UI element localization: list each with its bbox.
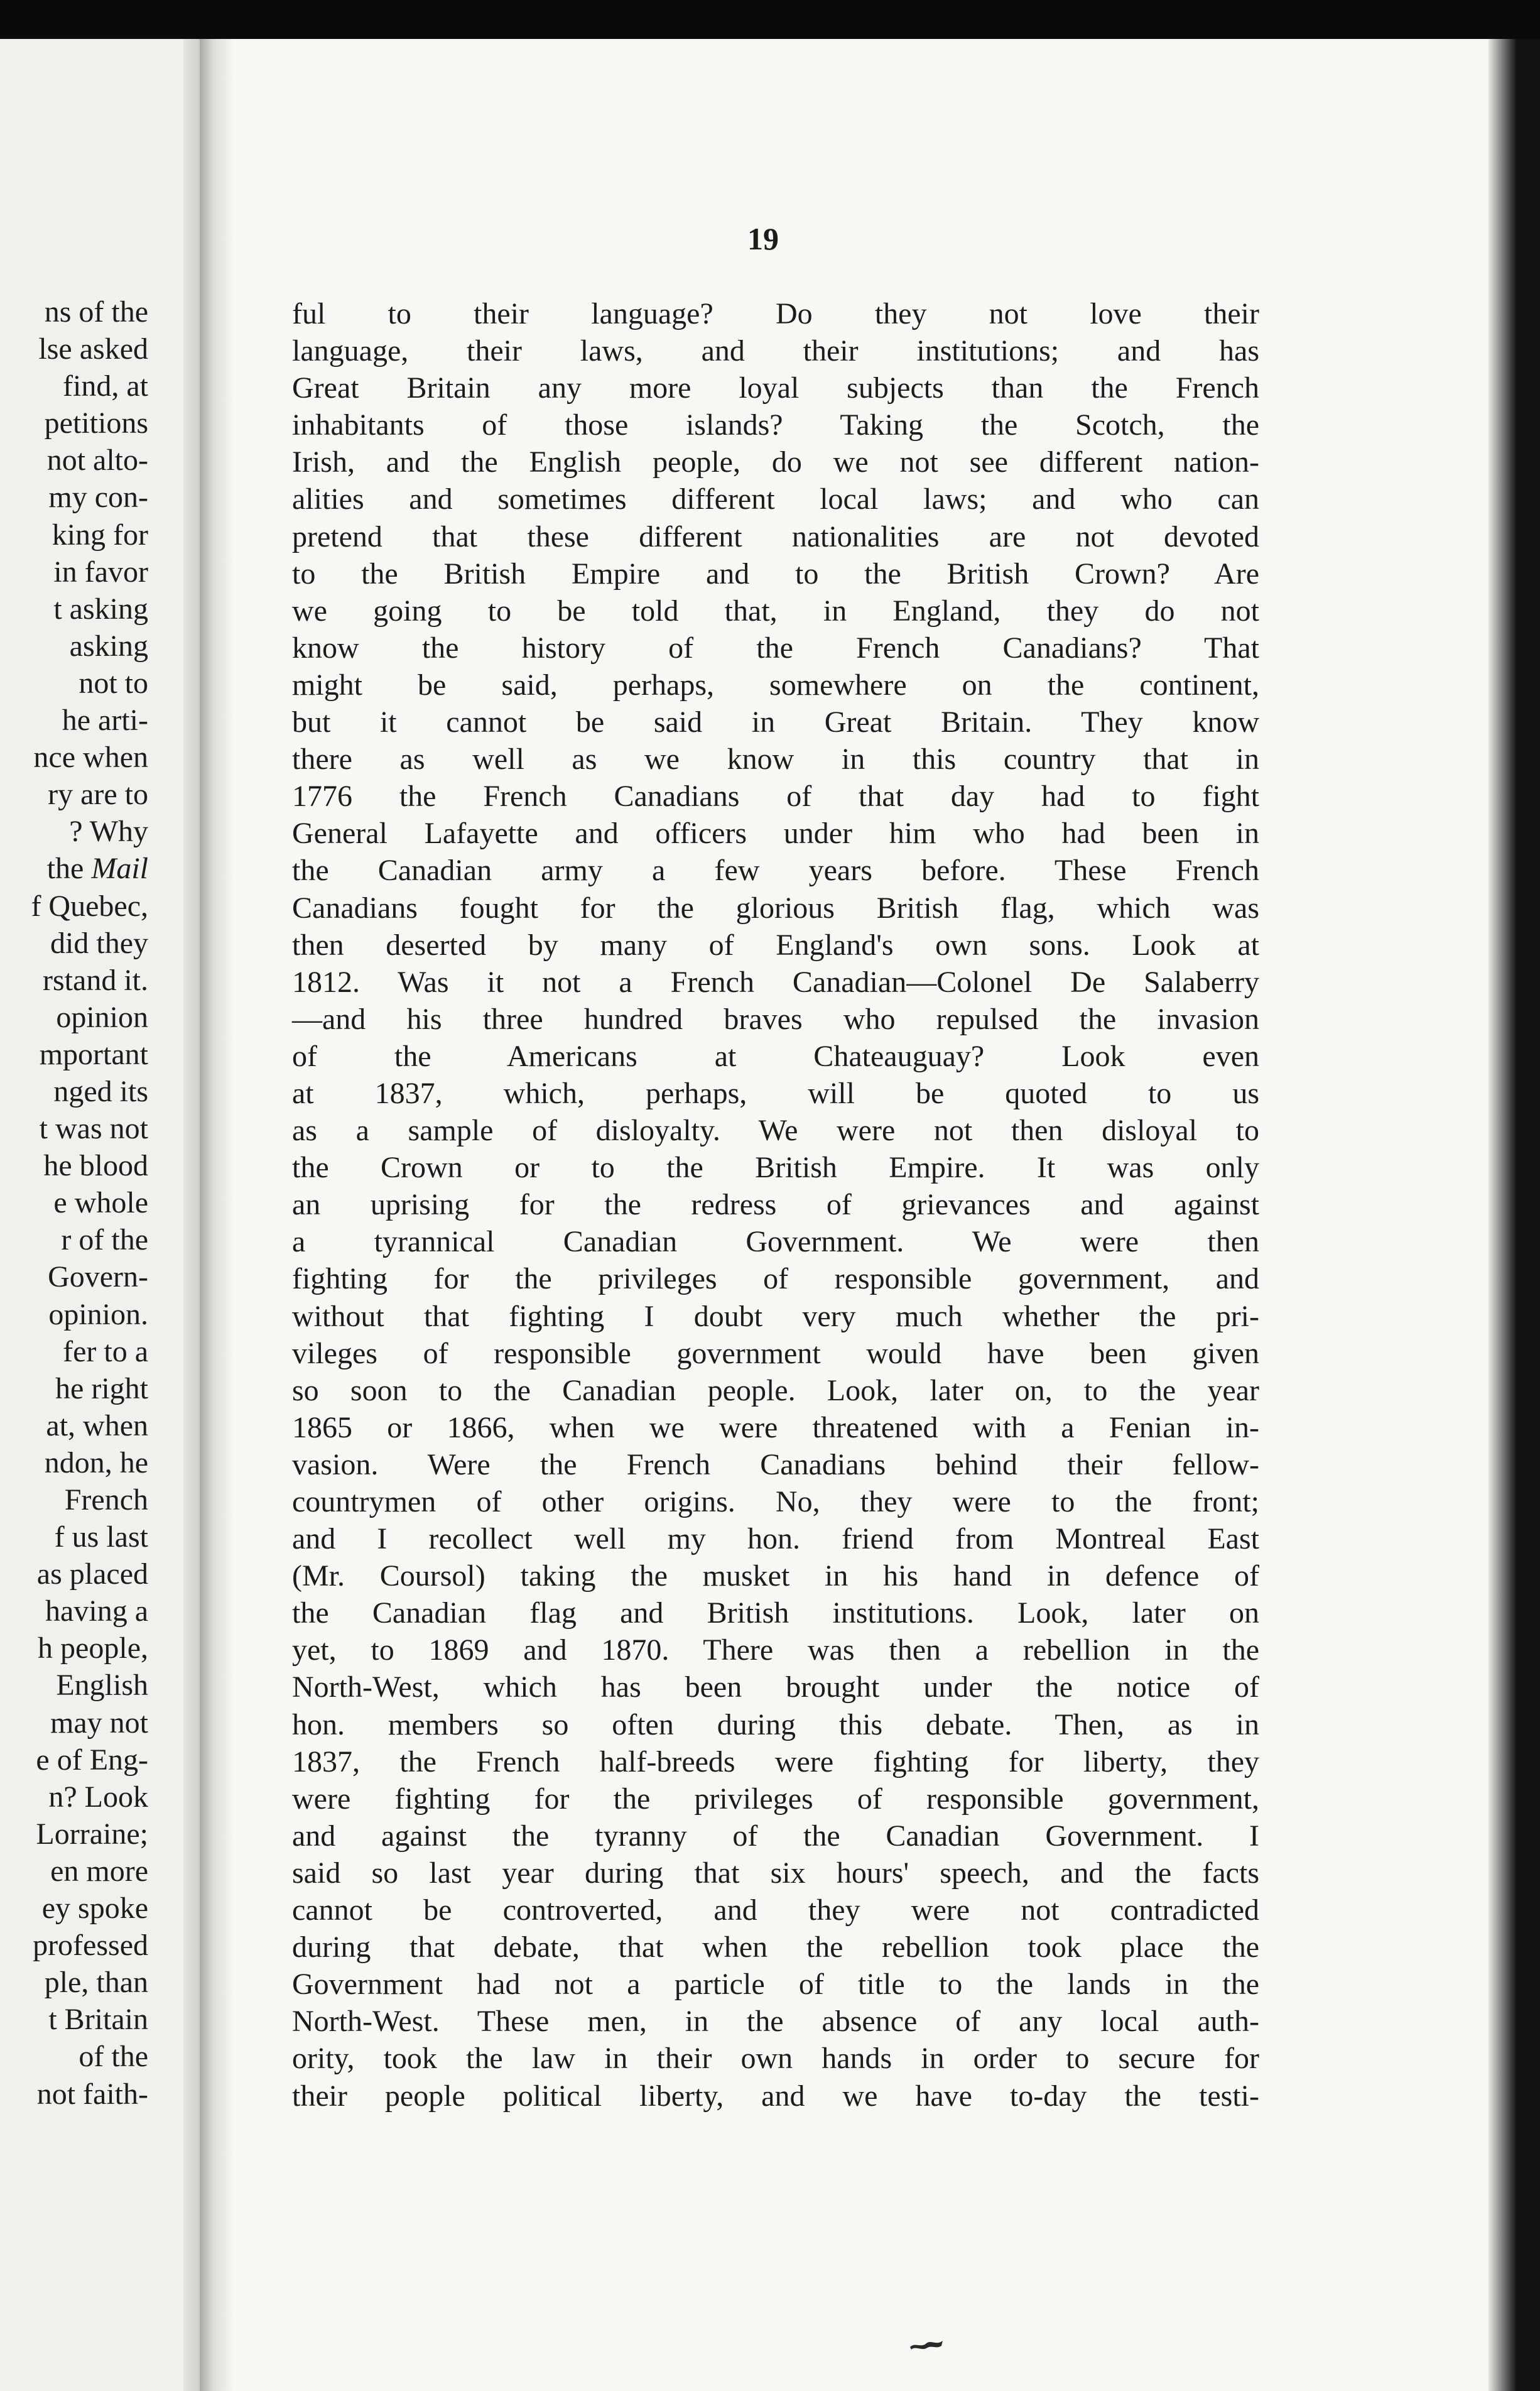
- text-line: of the: [79, 2040, 148, 2074]
- text-line: rstand it.: [43, 963, 148, 997]
- text-line: General Lafayette and officers under him who had been in: [292, 817, 1259, 851]
- text-line: the Canadian army a few years before. These French: [292, 854, 1259, 888]
- text-line: and against the tyranny of the Canadian Government. I: [292, 1819, 1259, 1853]
- text-line: yet, to 1869 and 1870. There was then a rebellion in the: [292, 1633, 1259, 1667]
- text-line: 1865 or 1866, when we were threatened with a Fenian in-: [292, 1410, 1259, 1444]
- text-line: asking: [69, 629, 148, 663]
- text-line: inhabitants of those islands? Taking the Scotch, the: [292, 408, 1259, 442]
- text-line: nged its: [53, 1074, 148, 1108]
- text-line: mportant: [39, 1037, 148, 1071]
- text-line: 1812. Was it not a French Canadian—Colonel De Salaberry: [292, 965, 1259, 999]
- text-line: pretend that these different nationalities are not devoted: [292, 520, 1259, 553]
- text-line: then deserted by many of England's own sons. Look at: [292, 928, 1259, 962]
- text-line: English: [56, 1669, 148, 1702]
- text-line: 1837, the French half-breeds were fighting for liberty, they: [292, 1745, 1259, 1778]
- text-line: Lorraine;: [36, 1817, 148, 1851]
- text-line: Canadians fought for the glorious British flag, which was: [292, 891, 1259, 925]
- text-line: an uprising for the redress of grievances and against: [292, 1188, 1259, 1222]
- text-line: at, when: [46, 1408, 148, 1442]
- text-line: petitions: [44, 406, 148, 440]
- text-line: might be said, perhaps, somewhere on the continent,: [292, 668, 1259, 702]
- text-line: e of Eng-: [36, 1743, 148, 1777]
- book-gutter: [200, 39, 232, 2391]
- text-line: alities and sometimes different local laws; and who can: [292, 482, 1259, 516]
- text-line: said so last year during that six hours' speech, and the facts: [292, 1856, 1259, 1890]
- text-line: of the Americans at Chateauguay? Look even: [292, 1039, 1259, 1073]
- text-line: language, their laws, and their institutions; and has: [292, 334, 1259, 368]
- text-line: a tyrannical Canadian Government. We were then: [292, 1225, 1259, 1259]
- text-line: t was not: [39, 1112, 148, 1146]
- text-line: North-West. These men, in the absence of any local auth-: [292, 2005, 1259, 2039]
- previous-page-text: [31, 293, 148, 2113]
- page-fold-shadow: [183, 39, 200, 2391]
- text-line: French: [64, 1483, 148, 1517]
- text-line: North-West, which has been brought under the notice of: [292, 1670, 1259, 1704]
- scanner-border: [0, 0, 1540, 39]
- text-line: did they: [50, 926, 148, 960]
- text-line: he right: [55, 1371, 148, 1405]
- text-line: vasion. Were the French Canadians behind their fellow-: [292, 1447, 1259, 1481]
- text-line: e whole: [53, 1186, 148, 1220]
- text-line: r of the: [61, 1223, 148, 1257]
- text-line: their people political liberty, and we have to-day the testi-: [292, 2079, 1259, 2113]
- text-line: nce when: [33, 741, 148, 775]
- text-line: at 1837, which, perhaps, will be quoted to us: [292, 1076, 1259, 1110]
- text-line: the Canadian flag and British institutions. Look, later on: [292, 1596, 1259, 1630]
- text-line: ority, took the law in their own hands in order to secure for: [292, 2042, 1259, 2076]
- text-line: without that fighting I doubt very much whether the pri-: [292, 1299, 1259, 1333]
- text-line: f us last: [54, 1520, 148, 1554]
- text-line: to the British Empire and to the British Crown? Are: [292, 557, 1259, 591]
- text-line: he blood: [43, 1149, 148, 1183]
- text-line: t Britain: [48, 2003, 148, 2037]
- text-line: as a sample of disloyalty. We were not then disloyal to: [292, 1114, 1259, 1148]
- text-line: Government had not a particle of title to the lands in the: [292, 1968, 1259, 2002]
- text-line: n? Look: [48, 1780, 148, 1814]
- page-edge-shadow: [1488, 39, 1540, 2391]
- text-line: Great Britain any more loyal subjects than the French: [292, 371, 1259, 405]
- text-line: but it cannot be said in Great Britain. They know: [292, 705, 1259, 739]
- page-number: 19: [747, 221, 779, 256]
- previous-page-strip: [0, 39, 200, 2391]
- text-line: during that debate, that when the rebellion took place the: [292, 1931, 1259, 1964]
- text-line: Govern-: [48, 1260, 148, 1294]
- text-line: we going to be told that, in England, they do not: [292, 594, 1259, 628]
- text-line: ey spoke: [41, 1892, 148, 1925]
- text-line: vileges of responsible government would have been given: [292, 1336, 1259, 1370]
- text-line: having a: [45, 1594, 148, 1628]
- text-line: cannot be controverted, and they were not contradicted: [292, 1893, 1259, 1927]
- text-line: there as well as we know in this country that in: [292, 743, 1259, 776]
- text-line: ndon, he: [44, 1446, 148, 1479]
- text-line: not to: [79, 666, 148, 700]
- text-line: may not: [50, 1706, 148, 1740]
- text-line: he arti-: [62, 704, 148, 738]
- text-line: t asking: [53, 592, 148, 626]
- text-line: in favor: [53, 555, 148, 589]
- ink-smudge-mark: [908, 2336, 945, 2352]
- text-line: know the history of the French Canadians? That: [292, 631, 1259, 665]
- text-line: professed: [33, 1929, 148, 1963]
- text-line: find, at: [63, 369, 148, 403]
- text-line: ry are to: [48, 778, 148, 812]
- text-line: so soon to the Canadian people. Look, later on, to the year: [292, 1373, 1259, 1407]
- text-line: the Mail: [46, 852, 148, 886]
- text-line: f Quebec,: [31, 889, 148, 923]
- text-line: Irish, and the English people, do we not see different nation-: [292, 445, 1259, 479]
- text-line: (Mr. Coursol) taking the musket in his hand in defence of: [292, 1559, 1259, 1593]
- text-line: ? Why: [69, 815, 148, 849]
- text-line: fighting for the privileges of responsible government, and: [292, 1262, 1259, 1296]
- text-line: hon. members so often during this debate. Then, as in: [292, 1707, 1259, 1741]
- text-line: king for: [52, 518, 148, 552]
- text-line: not alto-: [46, 444, 148, 477]
- text-line: as placed: [36, 1557, 148, 1591]
- text-line: were fighting for the privileges of responsible government,: [292, 1782, 1259, 1816]
- text-line: h people,: [38, 1631, 148, 1665]
- text-line: 1776 the French Canadians of that day had to fight: [292, 780, 1259, 814]
- text-line: ful to their language? Do they not love their: [292, 297, 1259, 330]
- text-line: countrymen of other origins. No, they were to the front;: [292, 1485, 1259, 1518]
- text-line: opinion.: [48, 1297, 148, 1331]
- text-line: en more: [50, 1854, 148, 1888]
- text-line: —and his three hundred braves who repulsed the invasion: [292, 1002, 1259, 1036]
- text-line: opinion: [56, 1000, 148, 1034]
- text-line: and I recollect well my hon. friend from Montreal East: [292, 1522, 1259, 1556]
- text-line: fer to a: [63, 1334, 148, 1368]
- text-line: my con-: [48, 481, 148, 515]
- body-text: [292, 295, 1259, 2115]
- text-line: lse asked: [38, 332, 148, 366]
- text-line: ns of the: [44, 295, 148, 329]
- text-line: ple, than: [44, 1966, 148, 2000]
- text-line: the Crown or to the British Empire. It was only: [292, 1151, 1259, 1185]
- text-line: not faith-: [36, 2077, 148, 2111]
